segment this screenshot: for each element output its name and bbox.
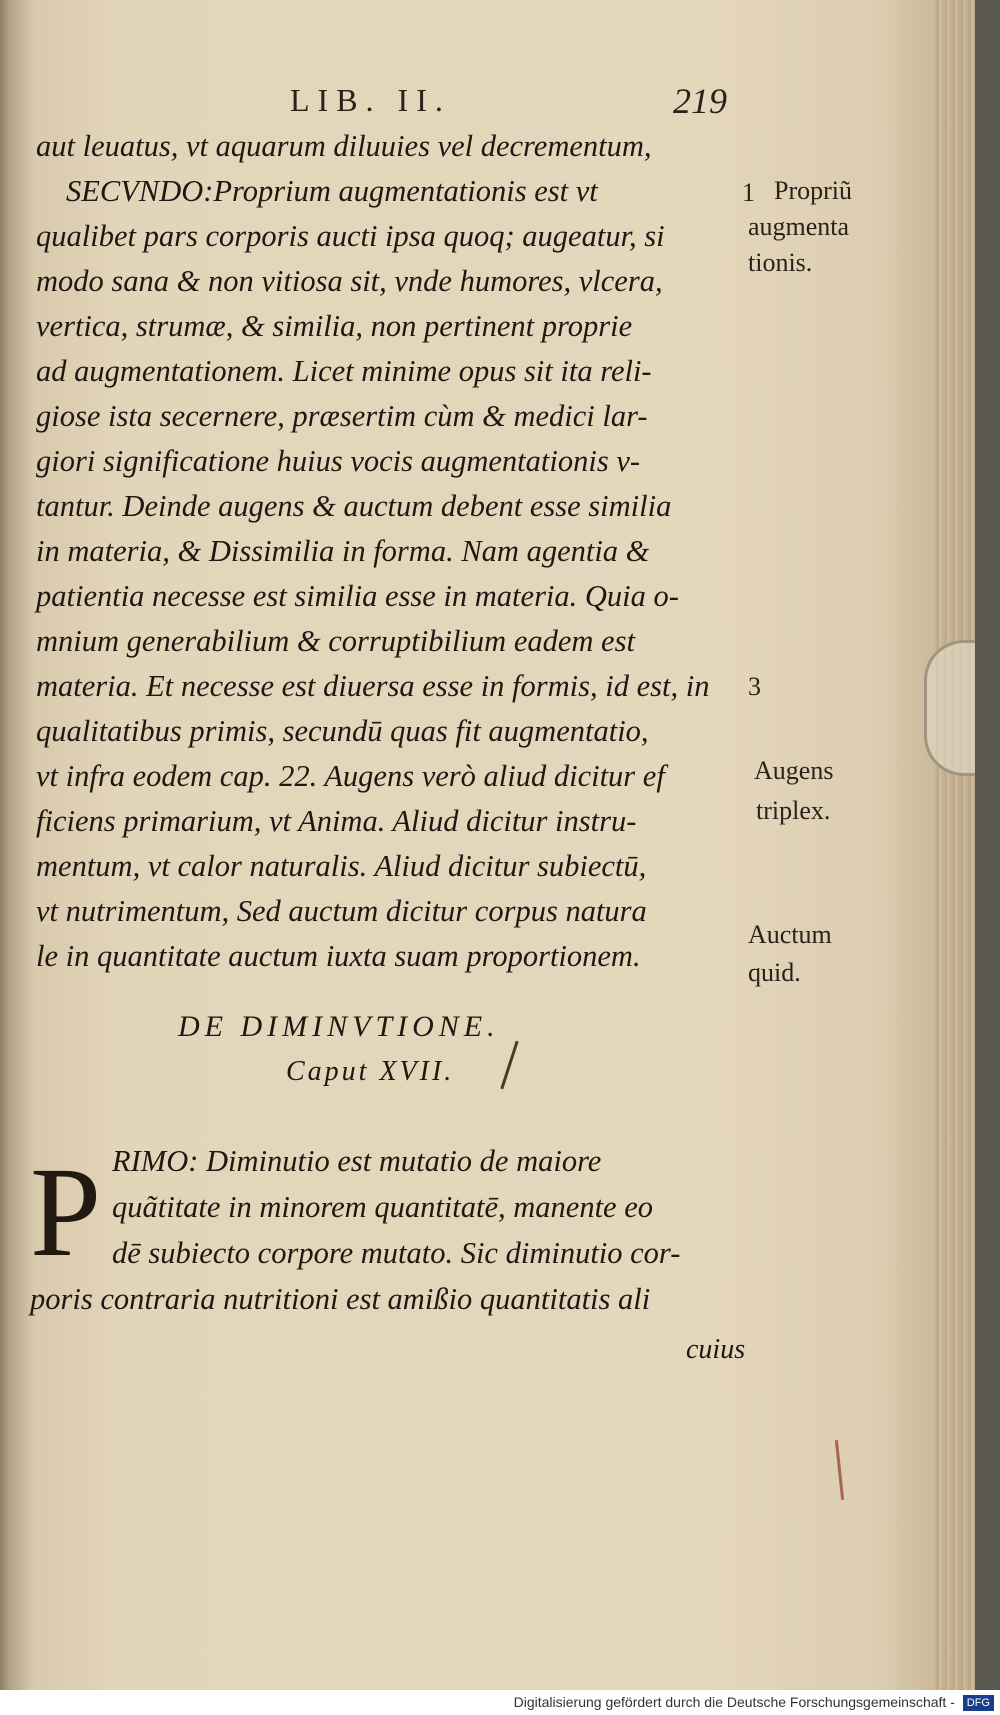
text-line: RIMO: Diminutio est mutatio de maiore	[112, 1144, 602, 1178]
text-line: modo sana & non vitiosa sit, vnde humores, vlcera,	[36, 264, 663, 298]
text-line: poris contraria nutritioni est amißio quantitatis ali	[30, 1282, 651, 1316]
book-clasp	[924, 640, 975, 776]
text-line: mentum, vt calor naturalis. Aliud dicitur subiectū,	[36, 849, 647, 883]
margin-note-number: 3	[748, 672, 761, 701]
footer-bar	[0, 1690, 1000, 1715]
text-line: materia. Et necesse est diuersa esse in formis, id est, in	[36, 669, 710, 703]
chapter-number: Caput XVII.	[286, 1056, 455, 1087]
text-line: qualibet pars corporis aucti ipsa quoq; augeatur, si	[36, 219, 665, 253]
text-line: ficiens primarium, vt Anima. Aliud dicitur instru-	[36, 804, 637, 838]
drop-cap: P	[30, 1141, 102, 1283]
body-paragraph-2	[30, 1138, 750, 1322]
margin-note-tionis: tionis.	[748, 248, 813, 277]
margin-note-triplex: triplex.	[756, 796, 831, 825]
text-line: le in quantitate auctum iuxta suam proportionem.	[36, 939, 641, 973]
text-line: vt infra eodem cap. 22. Augens verò aliud dicitur ef	[36, 759, 665, 793]
text-line: vertica, strumæ, & similia, non pertinent proprie	[36, 309, 633, 343]
text-line: mnium generabilium & corruptibilium eadem est	[36, 624, 635, 658]
margin-note-number: 1	[742, 178, 755, 207]
footer-credit: Digitalisierung gefördert durch die Deutsche Forschungsgemeinschaft -	[513, 1694, 955, 1710]
text-line: aut leuatus, vt aquarum diluuies vel decrementum,	[36, 129, 652, 163]
text-line: tantur. Deinde augens & auctum debent esse similia	[36, 489, 672, 523]
text-line: patientia necesse est similia esse in materia. Quia o-	[36, 579, 679, 613]
margin-note-auctum: Auctum	[748, 920, 832, 949]
text-line: dē subiecto corpore mutato. Sic diminutio cor-	[112, 1236, 681, 1270]
text-line: ad augmentationem. Licet minime opus sit ita reli-	[36, 354, 652, 388]
page-edge	[935, 0, 975, 1690]
text-line: giori significatione huius vocis augmentationis v-	[36, 444, 641, 478]
catchword: cuius	[686, 1334, 746, 1365]
pencil-mark	[835, 1440, 844, 1500]
ink-stroke	[500, 1041, 518, 1089]
running-title: LIB. II.	[290, 82, 451, 118]
text-line: in materia, & Dissimilia in forma. Nam agentia &	[36, 534, 650, 568]
chapter-title: DE DIMINVTIONE.	[178, 1010, 500, 1043]
margin-note-augmenta: augmenta	[748, 212, 850, 241]
body-paragraph-1	[36, 124, 736, 979]
dfg-logo: DFG	[963, 1695, 994, 1711]
page-number: 219	[673, 81, 727, 121]
text-line: qualitatibus primis, secundū quas fit augmentatio,	[36, 714, 649, 748]
text-line: giose ista secernere, præsertim cùm & medici lar-	[36, 399, 648, 433]
text-line: SECVNDO:Proprium augmentationis est vt	[66, 174, 598, 208]
text-line: vt nutrimentum, Sed auctum dicitur corpus natura	[36, 894, 647, 928]
margin-note-augens: Augens	[754, 756, 834, 785]
text-line: quãtitate in minorem quantitatē, manente eo	[112, 1190, 654, 1224]
margin-note-proprium: Propriũ	[774, 176, 852, 205]
margin-note-quid: quid.	[748, 958, 801, 987]
